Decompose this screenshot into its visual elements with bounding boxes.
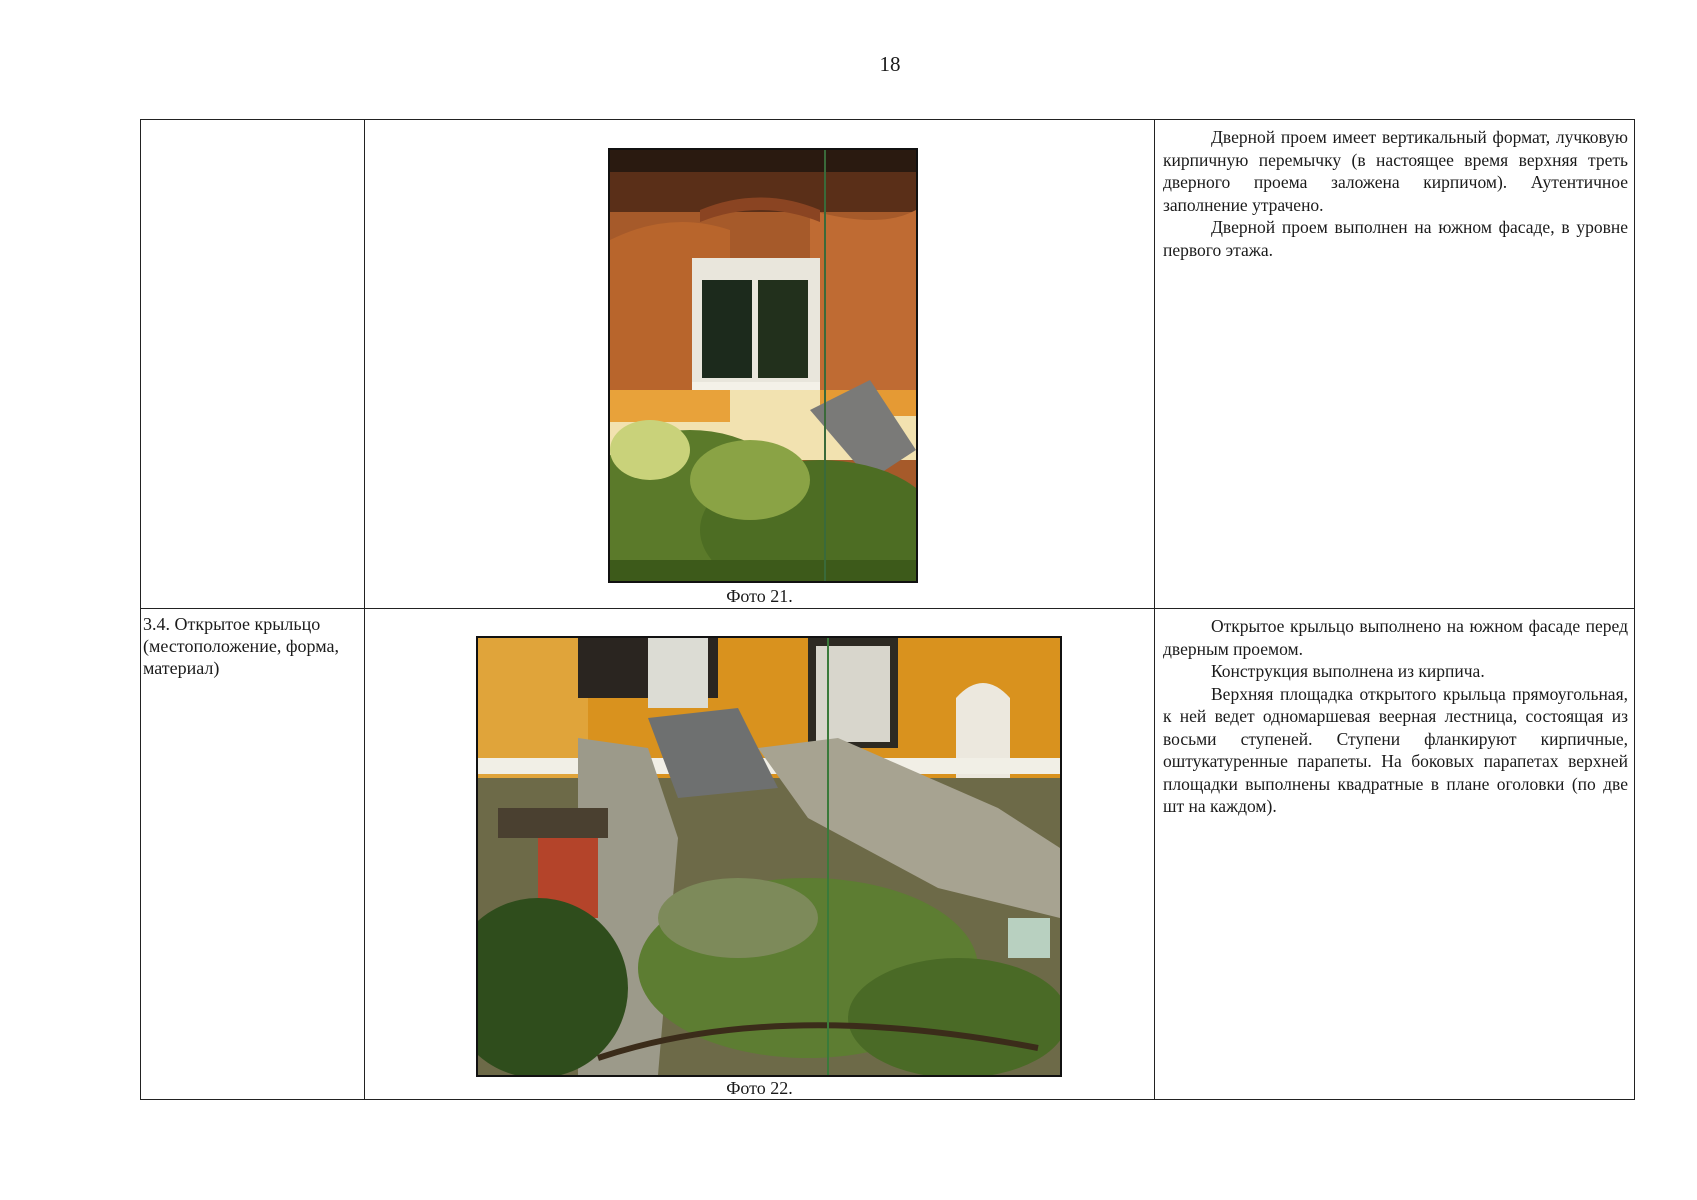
photo-22-open-porch	[476, 636, 1062, 1077]
page-number: 18	[879, 52, 901, 76]
row-description	[1155, 609, 1635, 1100]
table-row	[141, 120, 1635, 609]
table-row	[141, 609, 1635, 1100]
row-label: 3.4. Открытое крыльцо (местоположение, форма, материал)	[141, 609, 365, 1100]
photo-caption: Фото 21.	[726, 586, 793, 606]
photo-cell	[365, 609, 1155, 1100]
row-label	[141, 120, 365, 609]
photo-21-doorway	[608, 148, 918, 583]
photo-cell	[365, 120, 1155, 609]
description-paragraph: Открытое крыльцо выполнено на южном фасаде перед дверным проемом.	[1163, 616, 1628, 659]
description-paragraph: Верхняя площадка открытого крыльца прямоугольная, к ней ведет одномаршевая веерная лестница, состоящая из восьми ступеней. Ступени фланкируют кирпичные, оштукатуренные парапеты. На боковых парапетах верхней площадки выполнены квадратные в плане оголовки (по две шт на каждом).	[1163, 683, 1628, 816]
description-paragraph: Дверной проем имеет вертикальный формат, лучковую кирпичную перемычку (в настоящее время верхняя треть дверного проема заложена кирпичом). Аутентичное заполнение утрачено.	[1163, 127, 1628, 215]
description-paragraph: Конструкция выполнена из кирпича.	[1211, 661, 1485, 681]
description-paragraph: Дверной проем выполнен на южном фасаде, в уровне первого этажа.	[1163, 217, 1628, 260]
description-table	[140, 119, 1635, 1100]
photo-caption: Фото 22.	[726, 1078, 793, 1098]
row-description	[1155, 120, 1635, 609]
